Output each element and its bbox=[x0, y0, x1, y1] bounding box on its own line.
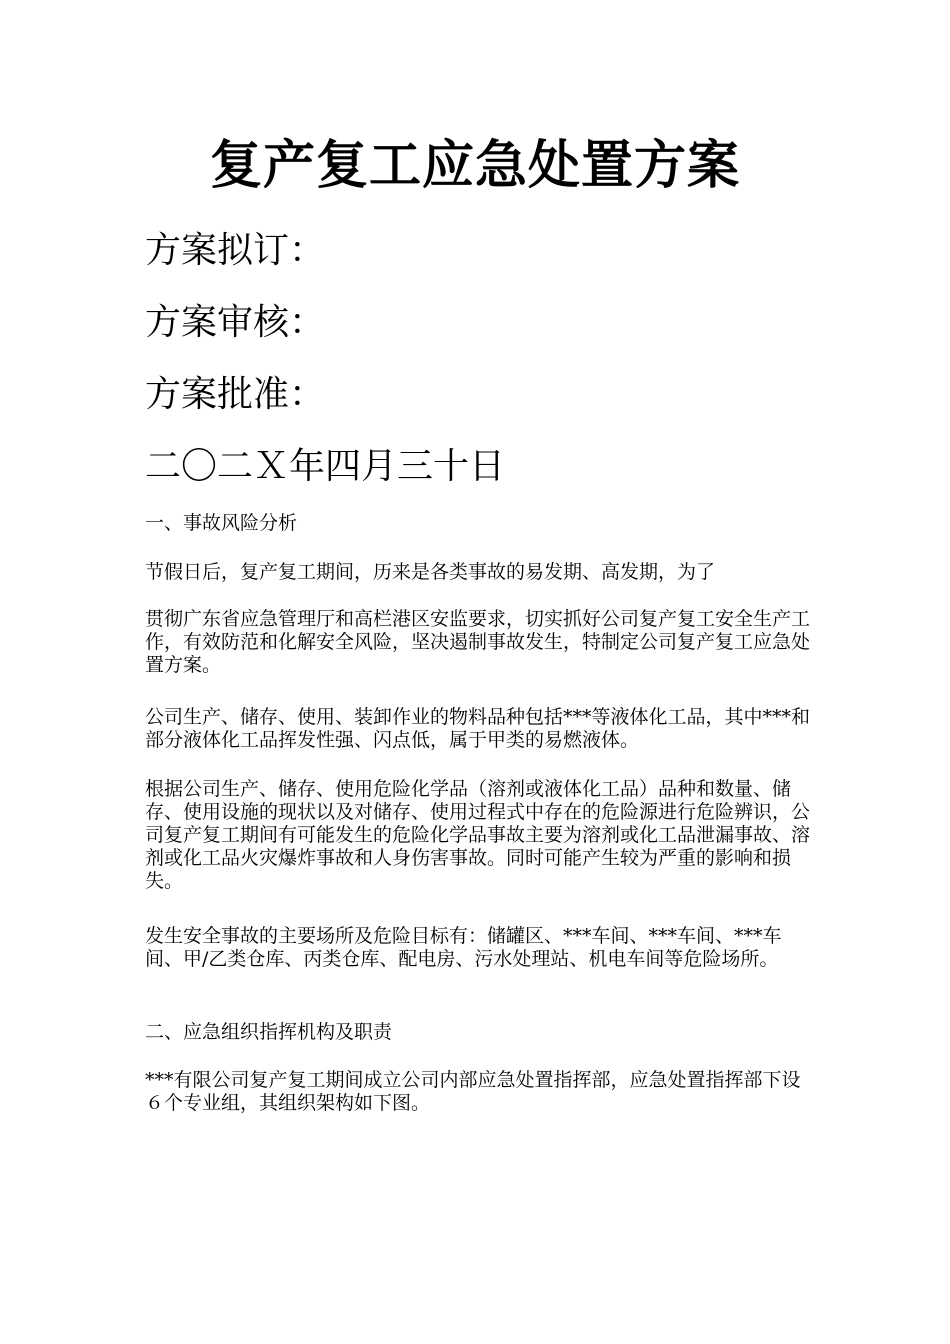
document-title: 复产复工应急处置方案 bbox=[209, 135, 740, 196]
paragraph: 根据公司生产、储存、使用危险化学品（溶剂或液体化工品）品种和数量、储存、使用设施的现状以及对储存、使用过程式中存在的危险源进行危险辨识，公司复产复工期间有可能发生的危险化学品事故主要为溶剂或化工品泄漏事故、溶剂或化工品火灾爆炸事故和人身伤害事故。同时可能产生较为严重的影响和损失。 bbox=[145, 778, 811, 892]
document-date: 二〇二Ｘ年四月三十日 bbox=[145, 446, 506, 487]
paragraph: 发生安全事故的主要场所及危险目标有：储罐区、***车间、***车间、***车间、甲/乙类仓库、丙类仓库、配电房、污水处理站、机电车间等危险场所。 bbox=[145, 925, 782, 970]
paragraph-command-structure bbox=[145, 1069, 810, 1115]
paragraph-intro-line bbox=[145, 561, 810, 584]
reviewed-by-field: 方案审核： bbox=[145, 302, 326, 343]
paragraph: 节假日后，复产复工期间，历来是各类事故的易发期、高发期，为了 bbox=[145, 561, 716, 583]
paragraph-purpose bbox=[145, 608, 810, 677]
paragraph-materials bbox=[145, 706, 810, 752]
section-heading-organization bbox=[145, 1021, 810, 1044]
paragraph: 二、应急组织指挥机构及职责 bbox=[145, 1021, 393, 1043]
paragraph: 一、事故风险分析 bbox=[145, 512, 298, 534]
paragraph: 贯彻广东省应急管理厅和高栏港区安监要求，切实抓好公司复产复工安全生产工作，有效防范和化解安全风险，坚决遏制事故发生，特制定公司复产复工应急处置方案。 bbox=[145, 608, 811, 676]
section-heading-risk-analysis bbox=[145, 512, 810, 535]
paragraph: 公司生产、储存、使用、装卸作业的物料品种包括***等液体化工品，其中***和部分液体化工品挥发性强、闪点低，属于甲类的易燃液体。 bbox=[145, 706, 811, 751]
approved-by-field: 方案批准： bbox=[145, 374, 326, 415]
paragraph-hazard-locations bbox=[145, 925, 810, 971]
paragraph-risk-identification bbox=[145, 778, 810, 893]
paragraph: ***有限公司复产复工期间成立公司内部应急处置指挥部，应急处置指挥部下设６个专业组，其组织架构如下图。 bbox=[145, 1069, 801, 1114]
drafted-by-field: 方案拟订： bbox=[145, 230, 326, 271]
